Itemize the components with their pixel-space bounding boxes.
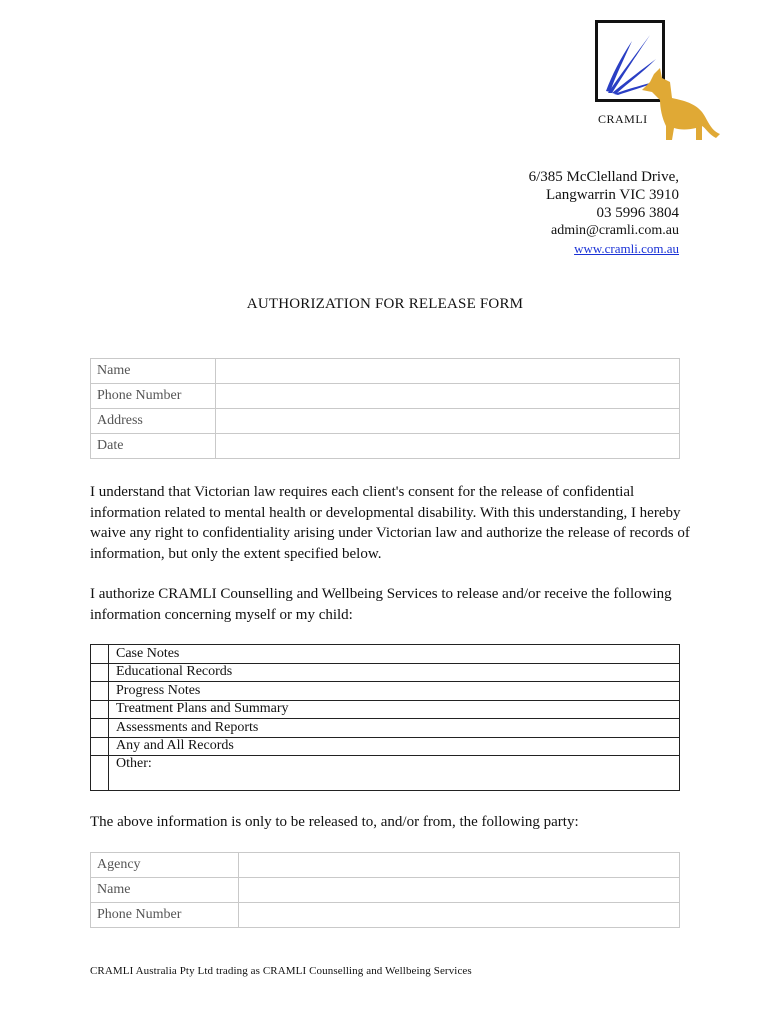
party-phone-field[interactable]: [239, 903, 680, 928]
authorize-paragraph: I authorize CRAMLI Counselling and Wellbeing Services to release and/or receive the following information concerning myself or my child:: [90, 586, 672, 623]
table-row: [91, 878, 680, 903]
footer-text: CRAMLI Australia Pty Ltd trading as CRAMLI Counselling and Wellbeing Services: [90, 965, 472, 977]
address-label: Address: [91, 409, 216, 434]
educational-records-label: Educational Records: [109, 663, 680, 682]
phone-number-field[interactable]: [216, 384, 680, 409]
consent-paragraph: I understand that Victorian law requires each client's consent for the release of confidential information related to mental health or developmental disability. With this understanding, I hereby waive any right to confidentiality arising under Victorian law and authorize the release of records of information, but only the extent specified below.: [90, 484, 690, 562]
table-row: [91, 756, 680, 791]
address-email: admin@cramli.com.au: [551, 223, 679, 238]
agency-label: Agency: [91, 853, 239, 878]
release-party-paragraph: The above information is only to be released to, and/or from, the following party:: [90, 814, 579, 830]
case-notes-label: Case Notes: [109, 645, 680, 664]
name-field[interactable]: [216, 359, 680, 384]
phone-number-label: Phone Number: [91, 384, 216, 409]
treatment-plans-label: Treatment Plans and Summary: [109, 700, 680, 719]
party-details-table: [90, 852, 680, 928]
date-field[interactable]: [216, 434, 680, 459]
table-row: [91, 737, 680, 756]
name-label: Name: [91, 359, 216, 384]
address-line-2: Langwarrin VIC 3910: [545, 187, 679, 203]
party-name-field[interactable]: [239, 878, 680, 903]
assessments-label: Assessments and Reports: [109, 719, 680, 738]
address-line-1: 6/385 McClelland Drive,: [528, 169, 679, 185]
client-details-table: [90, 358, 680, 459]
party-name-label: Name: [91, 878, 239, 903]
table-row: [91, 663, 680, 682]
table-row: [91, 384, 680, 409]
case-notes-checkbox[interactable]: [91, 645, 109, 664]
all-records-label: Any and All Records: [109, 737, 680, 756]
logo-brand-text: CRAMLI: [598, 112, 648, 126]
table-row: [91, 719, 680, 738]
wolf-logo-icon: [636, 68, 722, 144]
table-row: [91, 700, 680, 719]
other-checkbox[interactable]: [91, 756, 109, 791]
assessments-checkbox[interactable]: [91, 719, 109, 738]
agency-field[interactable]: [239, 853, 680, 878]
table-row: [91, 853, 680, 878]
table-row: [91, 645, 680, 664]
progress-notes-checkbox[interactable]: [91, 682, 109, 701]
address-field[interactable]: [216, 409, 680, 434]
date-label: Date: [91, 434, 216, 459]
treatment-plans-checkbox[interactable]: [91, 700, 109, 719]
table-row: [91, 682, 680, 701]
table-row: [91, 359, 680, 384]
website-link[interactable]: www.cramli.com.au: [574, 241, 679, 256]
table-row: [91, 409, 680, 434]
form-title: AUTHORIZATION FOR RELEASE FORM: [246, 296, 524, 312]
address-phone: 03 5996 3804: [596, 205, 679, 221]
records-table: [90, 644, 680, 791]
party-phone-label: Phone Number: [91, 903, 239, 928]
all-records-checkbox[interactable]: [91, 737, 109, 756]
table-row: [91, 434, 680, 459]
educational-records-checkbox[interactable]: [91, 663, 109, 682]
other-label[interactable]: Other:: [109, 756, 680, 791]
table-row: [91, 903, 680, 928]
progress-notes-label: Progress Notes: [109, 682, 680, 701]
